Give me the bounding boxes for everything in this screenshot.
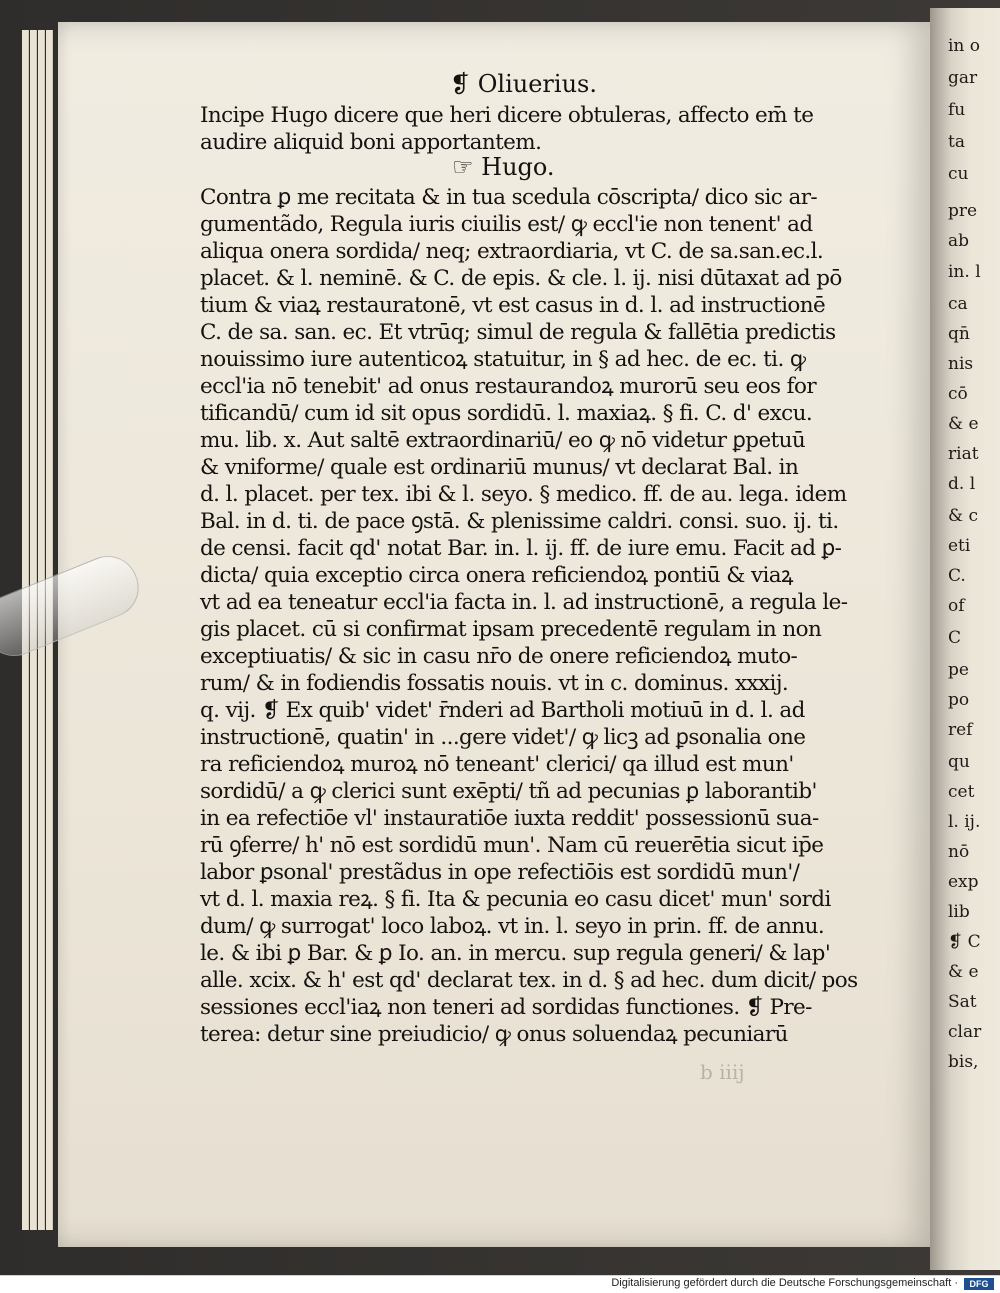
text-line: rum/ & in fodiendis fossatis nouis. vt in c. dominus. xxxij. (200, 671, 789, 696)
margin-fragment: d. l (948, 474, 976, 494)
text-line: instructionē, quatin' in ...gere videt'/ ꝙ licꝫ ad ꝑsonalia one (200, 725, 806, 750)
text-line: Incipe Hugo dicere que heri dicere obtuleras, affecto em̄ te (200, 103, 814, 128)
signature-mark: b iiij (700, 1060, 745, 1084)
text-line: terea: detur sine preiudicio/ ꝙ onus soluendaꝝ pecuniarū (200, 1022, 788, 1047)
text-line: ra reficiendoꝝ muroꝝ nō teneant' clerici/ qa illud est mun' (200, 752, 794, 777)
text-line: in ea refectiōe vl' instauratiōe iuxta reddit' possessionū sua- (200, 806, 819, 831)
text-line: sordidū/ a ꝙ clerici sunt exēpti/ tñ ad pecunias ꝑ laborantib' (200, 779, 817, 804)
text-line: gis placet. cū si confirmat ipsam precedentē regulam in non (200, 617, 822, 642)
margin-fragment: ab (948, 231, 970, 251)
text-line: labor ꝑsonal' prestãdus in ope refectiōis est sordidū mun'/ (200, 860, 800, 885)
margin-fragment: pe (948, 660, 969, 680)
margin-fragment: exp (948, 872, 979, 892)
margin-fragment: ta (948, 132, 965, 152)
text-line: Contra ꝑ me recitata & in tua scedula cōscripta/ dico sic ar- (200, 185, 818, 210)
margin-fragment: l. ij. (948, 812, 981, 832)
margin-fragment: po (948, 690, 970, 710)
text-line: vt ad ea teneatur eccl'ia facta in. l. ad instructionē, a regula le- (200, 590, 848, 615)
text-line: & vniforme/ quale est ordinariū munus/ vt declarat Bal. in (200, 455, 799, 480)
text-line: le. & ibi ꝑ Bar. & ꝑ Io. an. in mercu. sup regula generi/ & lap' (200, 941, 831, 966)
speaker-heading-oliuerius: ❡ Oliuerius. (450, 70, 597, 98)
margin-fragment: fu (948, 100, 966, 120)
margin-fragment: pre (948, 201, 978, 221)
margin-fragment: bis, (948, 1052, 979, 1072)
text-line: audire aliquid boni apportantem. (200, 130, 542, 155)
margin-fragment: ref (948, 720, 973, 740)
margin-fragment: cet (948, 782, 975, 802)
margin-fragment: in o (948, 36, 981, 56)
text-line: dicta/ quia exceptio circa onera reficiendoꝝ pontiū & viaꝝ (200, 563, 793, 588)
margin-fragment: riat (948, 444, 979, 464)
margin-fragment: C (948, 628, 962, 648)
text-line: dum/ ꝙ surrogat' loco laboꝝ. vt in. l. seyo in prin. ff. de annu. (200, 914, 825, 939)
facing-page (930, 8, 1000, 1270)
footer-bar (0, 1275, 1000, 1293)
text-line: q. vij. ❡ Ex quib' videt' r̄nderi ad Bartholi motiuū in d. l. ad (200, 698, 805, 723)
margin-fragment: & e (948, 414, 979, 434)
margin-fragment: lib (948, 902, 970, 922)
text-line: sessiones eccl'iaꝝ non teneri ad sordidas functiones. ❡ Pre- (200, 995, 812, 1020)
margin-fragment: C. (948, 566, 966, 586)
text-line: alle. xcix. & h' est qd' declarat tex. in d. § ad hec. dum dicit/ pos (200, 968, 858, 993)
text-line: tium & viaꝝ restauratonē, vt est casus in d. l. ad instructionē (200, 293, 826, 318)
text-line: d. l. placet. per tex. ibi & l. seyo. § medico. ff. de au. lega. idem (200, 482, 847, 507)
margin-fragment: cu (948, 164, 969, 184)
text-line: C. de sa. san. ec. Et vtrūq; simul de regula & fallētia predictis (200, 320, 836, 345)
margin-fragment: Sat (948, 992, 977, 1012)
text-line: de censi. facit qd' notat Bar. in. l. ij. ff. de iure emu. Facit ad ꝑ- (200, 536, 842, 561)
margin-fragment: clar (948, 1022, 982, 1042)
text-line: gumentãdo, Regula iuris ciuilis est/ ꝙ eccl'ie non tenent' ad (200, 212, 813, 237)
dfg-logo: DFG (964, 1278, 994, 1290)
text-line: tificandū/ cum id sit opus sordidū. l. maxiaꝝ. § fi. C. d' excu. (200, 401, 813, 426)
margin-fragment: gar (948, 68, 978, 88)
margin-fragment: in. l (948, 262, 981, 282)
margin-fragment: cō (948, 384, 968, 404)
text-line: aliqua onera sordida/ neq; extraordiaria, vt C. de sa.san.ec.l. (200, 239, 824, 264)
text-line: nouissimo iure autenticoꝝ statuitur, in § ad hec. de ec. ti. ꝙ (200, 347, 806, 372)
margin-fragment: nō (948, 842, 970, 862)
text-line: vt d. l. maxia reꝝ. § fi. Ita & pecunia eo casu dicet' mun' sordi (200, 887, 831, 912)
margin-fragment: ❡ C (948, 932, 981, 952)
text-line: mu. lib. x. Aut saltē extraordinariū/ eo ꝙ nō videtur ꝑpetuū (200, 428, 806, 453)
margin-fragment: of (948, 596, 965, 616)
speaker-heading-hugo: ☞ Hugo. (452, 153, 555, 181)
text-line: eccl'ia nō tenebit' ad onus restaurandoꝝ murorū seu eos for (200, 374, 817, 399)
text-line: placet. & l. neminē. & C. de epis. & cle. l. ij. nisi dūtaxat ad pō (200, 266, 842, 291)
text-line: exceptiuatis/ & sic in casu nr̄o de onere reficiendoꝝ muto- (200, 644, 798, 669)
text-line: Bal. in d. ti. de pace ꝯstā. & plenissime caldri. consi. suo. ij. ti. (200, 509, 839, 534)
margin-fragment: & e (948, 962, 979, 982)
margin-fragment: ca (948, 294, 968, 314)
margin-fragment: & c (948, 506, 979, 526)
margin-fragment: qu (948, 752, 970, 772)
text-line: rū ꝯferre/ h' nō est sordidū mun'. Nam cū reuerētia sicut ip̄e (200, 833, 824, 858)
margin-fragment: nis (948, 354, 974, 374)
footer-funding-note: Digitalisierung gefördert durch die Deutsche Forschungsgemeinschaft · (611, 1277, 958, 1289)
margin-fragment: eti (948, 536, 971, 556)
margin-fragment: qn̄ (948, 324, 970, 344)
